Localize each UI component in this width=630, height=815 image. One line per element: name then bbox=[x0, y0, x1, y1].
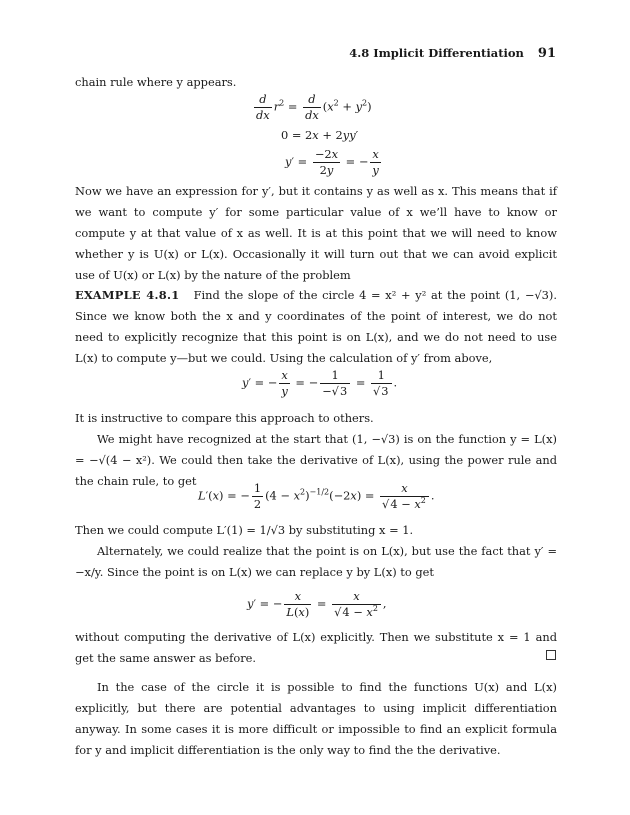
page-number: 91 bbox=[537, 46, 556, 61]
equation-4: y′ = − $\frac{x}{y}$ = − $\frac{1}{-√3}$ = $\frac{1}{√3}$ . bbox=[242, 368, 398, 398]
compute-paragraph: Then we could compute L′(1) = 1/√3 by substituting x = 1. bbox=[75, 523, 414, 537]
equation-5: L′(x) = − $\frac{1}{2}$ $(4 - x^2)^{-1/2}(-2x)$ = $\frac{x}{√4 - x^2}$ . bbox=[198, 481, 435, 511]
advantages-paragraph: In the case of the circle it is possible to find the functions U(x) and L(x) explicitly, but there are potential advantages to using implicit differentiation anyway. In some cases it is more difficult or impossible to find an explicit formula for y and implicit differentiation is the only way to find the the derivative. bbox=[75, 680, 557, 757]
equation-6: y′ = − $\frac{x}{L(x)}$ = $\frac{x}{√4 - x^2}$ , bbox=[247, 589, 387, 619]
section-title: 4.8 Implicit Differentiation bbox=[349, 46, 524, 60]
substitute-paragraph: without computing the derivative of L(x) explicitly. Then we substitute x = 1 and get the same answer as before. bbox=[75, 630, 557, 665]
alternate-paragraph: Alternately, we could realize that the point is on L(x), but use the fact that y′ = −x/y. Since the point is on L(x) we can replace y by L(x) to get bbox=[75, 544, 557, 579]
running-header bbox=[349, 46, 556, 61]
equation-1: $\frac{d}{dx}$ $r^2$ = $\frac{d}{dx}$ $(x^2 + y^2)$ bbox=[256, 92, 372, 122]
equation-2: 0 = 2x + 2yy′ bbox=[281, 128, 359, 142]
intro-paragraph: chain rule where y appears. bbox=[75, 75, 237, 89]
qed-box-icon bbox=[546, 650, 556, 660]
equation-3: y′ = $\frac{-2x}{2y}$ = − $\frac{x}{y}$ bbox=[285, 147, 379, 177]
power-rule-paragraph: We might have recognized at the start that (1, −√3) is on the function y = L(x) = −√(4 − x²). We could then take the derivative of L(x), using the power rule and the chain rule, to get bbox=[75, 432, 557, 488]
example-label: EXAMPLE 4.8.1 bbox=[75, 288, 180, 302]
expression-paragraph: Now we have an expression for y′, but it contains y as well as x. This means that if we want to compute y′ for some particular value of x we’ll have to know or compute y at that value of x as well. It is at this point that we will need to know whether y is U(x) or L(x). Occasionally it will turn out that we can avoid explicit use of U(x) or L(x) by the nature of the problem bbox=[75, 184, 557, 282]
instructive-paragraph: It is instructive to compare this approach to others. bbox=[75, 411, 374, 425]
example-text: Find the slope of the circle 4 = x² + y² at the point (1, −√3). Since we know both the x and y coordinates of the point of interest, we do not need to explicitly recognize that this point is on L(x), and we do not need to use L(x) to compute y—but we could. Using the calculation of y′ from above, bbox=[75, 288, 557, 365]
example-paragraph bbox=[75, 285, 557, 369]
